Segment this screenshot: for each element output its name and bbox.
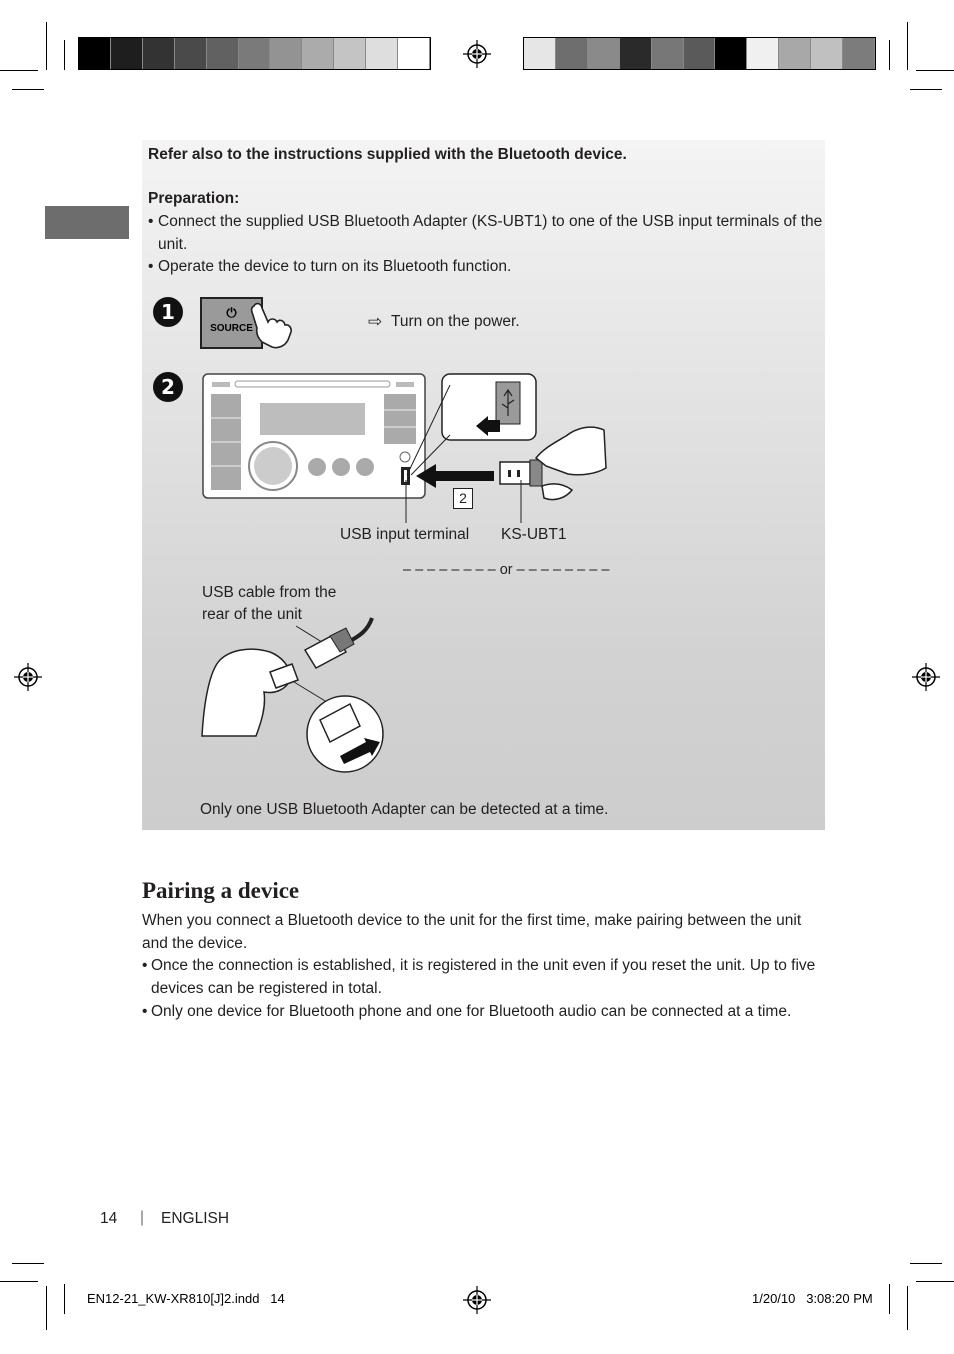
power-icon: ⏻ [226,305,237,320]
or-divider: – – – – – – – – or – – – – – – – – [403,562,610,578]
crop-mark [910,1263,942,1264]
crop-mark [46,22,47,70]
step1-arrow: ⇨ [368,312,383,331]
usb-cable-icon [200,610,390,775]
crop-mark [64,1284,65,1314]
color-calibration-bar-left [78,37,431,70]
registration-mark-icon [463,40,491,68]
color-swatch [334,38,366,69]
crop-mark [64,40,65,70]
bullet: • [148,213,154,230]
registration-mark-icon [14,663,42,691]
print-timestamp: 1/20/10 3:08:20 PM [752,1291,873,1306]
crop-mark [0,1281,38,1282]
preparation-label: Preparation: [148,190,240,207]
cable-label: rear of the unit [202,606,302,623]
color-swatch [556,38,588,69]
callout-box-2: 2 [453,488,473,509]
pairing-item-text: Once the connection is established, it is registered in the unit even if you reset the unit. Up to five [151,957,816,974]
bullet: • [142,957,148,974]
color-swatch [175,38,207,69]
color-swatch [715,38,747,69]
crop-mark [889,40,890,70]
crop-mark [907,1286,908,1330]
pairing-item-text: devices can be registered in total. [151,980,382,997]
footer-language: ENGLISH [161,1210,230,1227]
registration-mark-icon [463,1286,491,1314]
bottom-note: Only one USB Bluetooth Adapter can be detected at a time. [200,801,609,818]
crop-mark [907,22,908,70]
label-leader-lines [400,480,530,525]
color-calibration-bar-right [523,37,876,70]
color-swatch [779,38,811,69]
crop-mark [916,1281,954,1282]
pairing-intro: and the device. [142,935,248,952]
color-swatch [588,38,620,69]
color-swatch [111,38,143,69]
color-swatch [239,38,271,69]
color-swatch [652,38,684,69]
step-number-2: 2 [153,372,183,402]
source-label: SOURCE [210,323,253,334]
step1-instruction: Turn on the power. [391,313,520,330]
crop-mark [910,89,942,90]
prep-item-text: unit. [158,236,188,253]
color-swatch [524,38,556,69]
registration-mark-icon [912,663,940,691]
section-heading: Pairing a device [142,878,300,903]
label-ks-ubt1: KS-UBT1 [501,526,567,543]
bullet: • [148,258,154,275]
color-swatch [398,38,430,69]
refer-note: Refer also to the instructions supplied with the Bluetooth device. [148,146,627,163]
crop-mark [889,1284,890,1314]
color-swatch [366,38,398,69]
page-number: 14 [100,1210,118,1227]
color-swatch [811,38,843,69]
file-name: EN12-21_KW-XR810[J]2.indd 14 [87,1291,285,1306]
color-swatch [207,38,239,69]
step-number-1: 1 [153,297,183,327]
section-tab [45,206,129,239]
prep-item-text: Operate the device to turn on its Bluetooth function. [158,258,512,275]
color-swatch [302,38,334,69]
cable-label: USB cable from the [202,584,337,601]
pairing-intro: When you connect a Bluetooth device to the unit for the first time, make pairing between the unit [142,912,802,929]
pointing-hand-icon [248,300,294,350]
prep-item-text: Connect the supplied USB Bluetooth Adapter (KS-UBT1) to one of the USB input terminals of the [158,213,823,230]
footer-separator: | [140,1209,145,1226]
label-usb-input-terminal: USB input terminal [340,526,470,543]
crop-mark [12,1263,44,1264]
crop-mark [46,1286,47,1330]
color-swatch [79,38,111,69]
color-swatch [747,38,779,69]
color-swatch [620,38,652,69]
crop-mark [916,70,954,71]
color-swatch [843,38,875,69]
color-swatch [684,38,716,69]
crop-mark [0,70,38,71]
color-swatch [270,38,302,69]
bullet: • [142,1003,148,1020]
pairing-item-text: Only one device for Bluetooth phone and one for Bluetooth audio can be connected at a time. [151,1003,792,1020]
color-swatch [143,38,175,69]
crop-mark [12,89,44,90]
